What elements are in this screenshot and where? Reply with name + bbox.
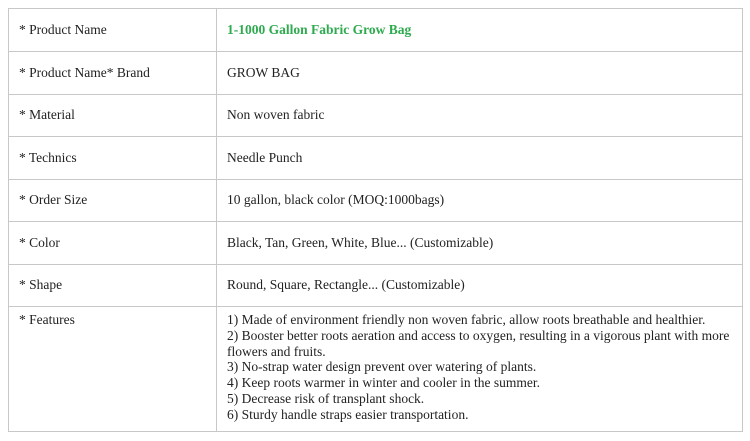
spec-value: 10 gallon, black color (MOQ:1000bags) xyxy=(217,179,743,222)
spec-row-order-size xyxy=(9,179,743,222)
spec-row-product-name xyxy=(9,9,743,52)
spec-label: * Product Name xyxy=(9,9,217,52)
spec-value: Round, Square, Rectangle... (Customizable) xyxy=(217,264,743,307)
spec-value: Needle Punch xyxy=(217,137,743,180)
spec-row-shape xyxy=(9,264,743,307)
features-cell xyxy=(217,307,743,432)
spec-label: * Features xyxy=(9,307,217,432)
list-item: 3) No-strap water design prevent over watering of plants. xyxy=(227,359,537,375)
list-item: 2) Booster better roots aeration and access to oxygen, resulting in a vigorous plant with more flowers and fruits. xyxy=(227,327,730,359)
spec-row-technics xyxy=(9,137,743,180)
spec-value: Black, Tan, Green, White, Blue... (Customizable) xyxy=(217,222,743,265)
spec-row-color xyxy=(9,222,743,265)
spec-row-brand xyxy=(9,52,743,95)
spec-row-material xyxy=(9,94,743,137)
spec-label: * Color xyxy=(9,222,217,265)
spec-label: * Product Name* Brand xyxy=(9,52,217,95)
list-item: 1) Made of environment friendly non woven fabric, allow roots breathable and healthier. xyxy=(227,312,706,327)
spec-value: Non woven fabric xyxy=(217,94,743,137)
list-item: 4) Keep roots warmer in winter and cooler in the summer. xyxy=(227,375,541,391)
features-list xyxy=(227,312,732,423)
spec-label: * Order Size xyxy=(9,179,217,222)
list-item: 5) Decrease risk of transplant shock. xyxy=(227,390,425,406)
product-spec-table xyxy=(8,8,743,432)
spec-value: GROW BAG xyxy=(217,52,743,95)
spec-row-features xyxy=(9,307,743,432)
list-item: 6) Sturdy handle straps easier transportation. xyxy=(227,406,469,422)
spec-label: * Material xyxy=(9,94,217,137)
spec-label: * Technics xyxy=(9,137,217,180)
product-title: 1-1000 Gallon Fabric Grow Bag xyxy=(217,9,743,52)
spec-label: * Shape xyxy=(9,264,217,307)
